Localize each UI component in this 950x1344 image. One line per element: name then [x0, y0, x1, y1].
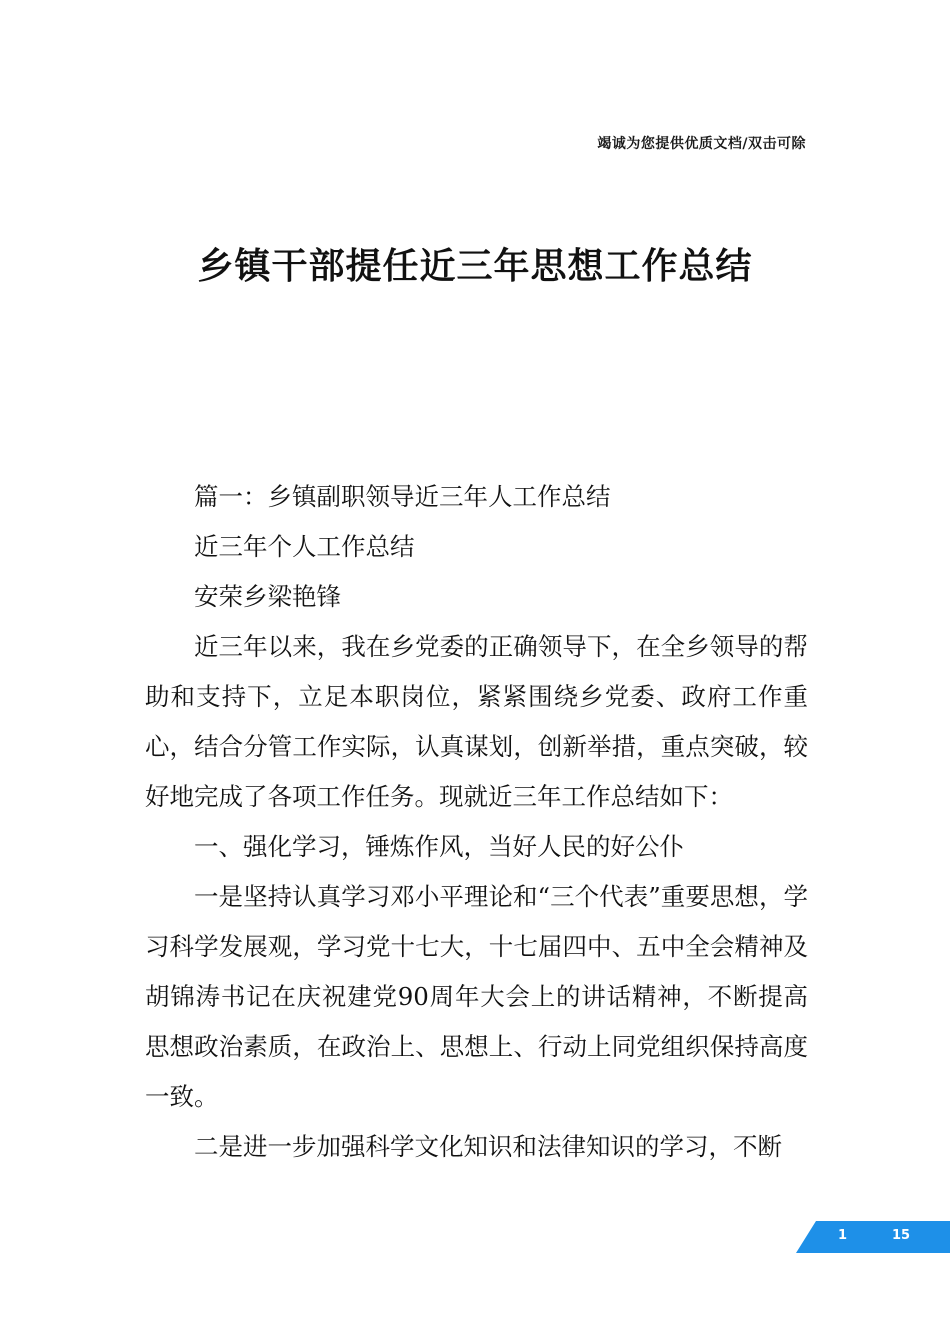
paragraph: 一是坚持认真学习邓小平理论和“三个代表”重要思想，学习科学发展观，学习党十七大，十七届四中、五中全会精神及胡锦涛书记在庆祝建党90周年大会上的讲话精神，不断提高思想政治素质，在政治上、思想上、行动上同党组织保持高度一致。	[145, 882, 808, 1111]
current-page-number: 1	[838, 1228, 848, 1243]
total-pages-number: 15	[892, 1228, 911, 1243]
paragraph: 近三年以来，我在乡党委的正确领导下，在全乡领导的帮助和支持下，立足本职岗位，紧紧围绕乡党委、政府工作重心，结合分管工作实际，认真谋划，创新举措，重点突破，较好地完成了各项工作任务。现就近三年工作总结如下：	[145, 632, 808, 811]
paragraph: 近三年个人工作总结	[194, 532, 415, 561]
paragraph: 二是进一步加强科学文化知识和法律知识的学习，不断	[194, 1132, 782, 1161]
paragraph: 篇一：乡镇副职领导近三年人工作总结	[194, 482, 611, 511]
paragraph: 一、强化学习，锤炼作风，当好人民的好公仆	[194, 832, 684, 861]
paragraph: 安荣乡梁艳锋	[194, 582, 341, 611]
page-number-badge	[796, 1221, 950, 1253]
document-body	[145, 472, 808, 1172]
header-note: 竭诚为您提供优质文档/双击可除	[597, 136, 806, 152]
document-title: 乡镇干部提任近三年思想工作总结	[197, 246, 753, 287]
